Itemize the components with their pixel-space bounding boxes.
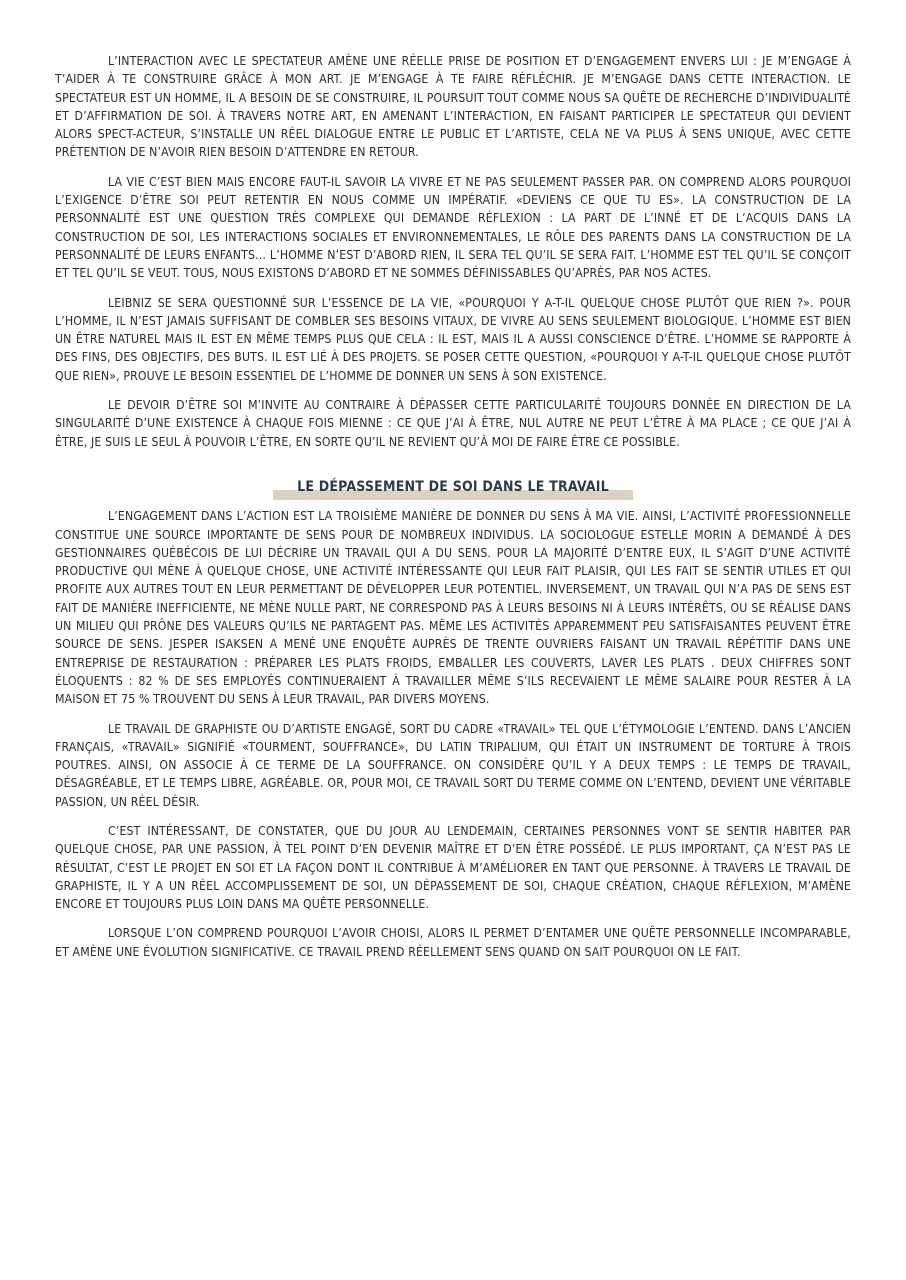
document-page bbox=[55, 52, 851, 972]
paragraph-graphic-designer-work: LE TRAVAIL DE GRAPHISTE OU D’ARTISTE ENGAGÉ, SORT DU CADRE «TRAVAIL» TEL QUE L’ÉTYMOLOGIE L’ENTEND. DANS L’ANCIEN FRANÇAIS, «TRAVAIL» SIGNIFIÉ «TOURMENT, SOUFFRANCE», DU LATIN TRIPALIUM, QUI ÉTAIT UN INSTRUMENT DE TORTURE À TROIS POUTRES. AINSI, ON ASSOCIE À CE TERME DE LA SOUFFRANCE. ON CONSIDÈRE QU’IL Y A DEUX TEMPS : LE TEMPS DE TRAVAIL, DÉSAGRÉABLE, ET LE TEMPS LIBRE, AGRÉABLE. OR, POUR MOI, CE TRAVAIL SORT DU TERME COMME ON L’ENTEND, DEVIENT UNE VÉRITABLE PASSION, UN RÉEL DÉSIR. bbox=[55, 721, 851, 809]
paragraph-spectator-interaction: L’INTERACTION AVEC LE SPECTATEUR AMÈNE UNE RÉELLE PRISE DE POSITION ET D’ENGAGEMENT ENVERS LUI : JE M’ENGAGE À T’AIDER À TE CONSTRUIRE GRÂCE À MON ART. JE M’ENGAGE À TE FAIRE RÉFLÉCHIR. JE M’ENGAGE DANS CETTE INTERACTION. LE SPECTATEUR EST UN HOMME, IL A BESOIN DE SE CONSTRUIRE, IL POURSUIT TOUT COMME NOUS SA QUÊTE DE RECHERCHE D’INDIVIDUALITÉ ET D’AFFIRMATION DE SOI. À TRAVERS NOTRE ART, EN AMENANT L’INTERACTION, EN FAISANT PARTICIPER LE SPECTATEUR QUI DEVIENT ALORS SPECT-ACTEUR, S’INSTALLE UN RÉEL DIALOGUE ENTRE LE PUBLIC ET L’ARTISTE, CELA NE VA PLUS À SENS UNIQUE, AVEC CETTE PRÉTENTION DE N’AVOIR RIEN BESOIN D’ATTENDRE EN RETOUR. bbox=[55, 54, 851, 160]
paragraph-duty-to-be-oneself: LE DEVOIR D’ÊTRE SOI M’INVITE AU CONTRAIRE À DÉPASSER CETTE PARTICULARITÉ TOUJOURS DONNÉE EN DIRECTION DE LA SINGULARITÉ D’UNE EXISTENCE À CHAQUE FOIS MIENNE : CE QUE J’AI À ÊTRE, NUL AUTRE NE PEUT L’ÊTRE À MA PLACE ; CE QUE J’AI À ÊTRE, JE SUIS LE SEUL À POUVOIR L’ÊTRE, EN SORTE QU’IL NE REVIENT QU’À MOI DE FAIRE ÊTRE CE POSSIBLE. bbox=[55, 398, 851, 449]
section-title: LE DÉPASSEMENT DE SOI DANS LE TRAVAIL bbox=[273, 478, 633, 497]
paragraph-leibniz: LEIBNIZ SE SERA QUESTIONNÉ SUR L’ESSENCE DE LA VIE, «POURQUOI Y A-T-IL QUELQUE CHOSE PLUTÔT QUE RIEN ?». POUR L’HOMME, IL N’EST JAMAIS SUFFISANT DE COMBLER SES BESOINS VITAUX, DE VIVRE AU SENS SEULEMENT BIOLOGIQUE. L’HOMME EST BIEN UN ÊTRE NATUREL MAIS IL EST EN MÊME TEMPS PLUS QUE CELA : IL EST, MAIS IL A AUSSI CONSCIENCE D’ÊTRE. L’HOMME SE RAPPORTE À DES FINS, DES OBJECTIFS, DES BUTS. IL EST LIÉ À DES PROJETS. SE POSER CETTE QUESTION, «POURQUOI Y A-T-IL QUELQUE CHOSE PLUTÔT QUE RIEN», PROUVE LE BESOIN ESSENTIEL DE L’HOMME DE DONNER UN SENS À SON EXISTENCE. bbox=[55, 295, 851, 383]
paragraph-living-life: LA VIE C’EST BIEN MAIS ENCORE FAUT-IL SAVOIR LA VIVRE ET NE PAS SEULEMENT PASSER PAR. ON COMPREND ALORS POURQUOI L’EXIGENCE D’ÊTRE SOI PEUT RETENTIR EN NOUS COMME UN IMPÉRATIF. «DEVIENS CE QUE TU ES». LA CONSTRUCTION DE LA PERSONNALITÉ EST UNE QUESTION TRÈS COMPLEXE QUI DEMANDE RÉFLEXION : LA PART DE L’INNÉ ET DE L’ACQUIS DANS LA CONSTRUCTION DE SOI, LES INTERACTIONS SOCIALES ET ENVIRONNEMENTALES, LE RÔLE DES PARENTS DANS LA CONSTRUCTION DE LA PERSONNALITÉ DE LEURS ENFANTS... L’HOMME N’EST D’ABORD RIEN, IL SERA TEL QU’IL SE SERA FAIT. L’HOMME EST TEL QU’IL SE CONÇOIT ET TEL QU’IL SE VEUT. TOUS, NOUS EXISTONS D’ABORD ET NE SOMMES DÉFINISSABLES QU’APRÈS, PAR NOS ACTES. bbox=[55, 174, 851, 281]
paragraph-engagement-in-action: L’ENGAGEMENT DANS L’ACTION EST LA TROISIÈME MANIÈRE DE DONNER DU SENS À MA VIE. AINSI, L’ACTIVITÉ PROFESSIONNELLE CONSTITUE UNE SOURCE IMPORTANTE DE SENS POUR DE NOMBREUX INDIVIDUS. LA SOCIOLOGUE ESTELLE MORIN A DEMANDÉ À DES GESTIONNAIRES QUÉBÉCOIS DE LUI DÉCRIRE UN TRAVAIL QUI A DU SENS. POUR LA MAJORITÉ D’ENTRE EUX, IL S’AGIT D’UNE ACTIVITÉ PRODUCTIVE QUI MÈNE À QUELQUE CHOSE, UNE ACTIVITÉ INTÉRESSANTE QUI LEUR FAIT PLAISIR, QUI LES FAIT SE SENTIR UTILES ET QUI PROFITE AUX AUTRES TOUT EN LEUR PERMETTANT DE DÉVELOPPER LEUR POTENTIEL. INVERSEMENT, UN TRAVAIL QUI N’A PAS DE SENS EST FAIT DE MANIÈRE INEFFICIENTE, NE MÈNE NULLE PART, NE CORRESPOND PAS À LEURS BESOINS NI À LEURS INTÉRÊTS, OU SE RÉALISE DANS UN MILIEU QUI PRÔNE DES VALEURS QU’ILS NE PARTAGENT PAS. MÊME LES ACTIVITÉS APPAREMMENT PEU SATISFAISANTES PEUVENT ÊTRE SOURCE DE SENS. JESPER ISAKSEN A MENÉ UNE ENQUÊTE AUPRÈS DE TRENTE OUVRIERS FAISANT UN TRAVAIL RÉPÉTITIF DANS UNE ENTREPRISE DE RESTAURATION : PRÉPARER LES PLATS FROIDS, EMBALLER LES COUVERTS, LAVER LES PLATS . DEUX CHIFFRES SONT ÉLOQUENTS : 82 % DE SES EMPLOYÉS CONTINUERAIENT À TRAVAILLER MÊME S’ILS RECEVAIENT LE MÊME SALAIRE POUR RESTER À LA MAISON ET 75 % TROUVENT DU SENS À LEUR TRAVAIL, PAR DIVERS MOYENS. bbox=[55, 509, 851, 707]
paragraph-passion: C’EST INTÉRESSANT, DE CONSTATER, QUE DU JOUR AU LENDEMAIN, CERTAINES PERSONNES VONT SE SENTIR HABITER PAR QUELQUE CHOSE, PAR UNE PASSION, À TEL POINT D’EN DEVENIR MAÎTRE ET D’EN ÊTRE POSSÉDÉ. LE PLUS IMPORTANT, ÇA N’EST PAS LE RÉSULTAT, C’EST LE PROJET EN SOI ET LA FAÇON DONT IL CONTRIBUE À M’AMÉLIORER EN TANT QUE PERSONNE. À TRAVERS LE TRAVAIL DE GRAPHISTE, IL Y A UN RÉEL ACCOMPLISSEMENT DE SOI, UN DÉPASSEMENT DE SOI, CHAQUE CRÉATION, CHAQUE RÉFLEXION, M’AMÈNE ENCORE ET TOUJOURS PLUS LOIN DANS MA QUÊTE PERSONNELLE. bbox=[55, 823, 851, 912]
paragraph-conclusion: LORSQUE L’ON COMPREND POURQUOI L’AVOIR CHOISI, ALORS IL PERMET D’ENTAMER UNE QUÊTE PERSONNELLE INCOMPARABLE, ET AMÈNE UNE ÉVOLUTION SIGNIFICATIVE. CE TRAVAIL PREND RÉELLEMENT SENS QUAND ON SAIT POURQUOI ON LE FAIT. bbox=[55, 926, 851, 959]
section-heading-wrap bbox=[55, 478, 851, 497]
